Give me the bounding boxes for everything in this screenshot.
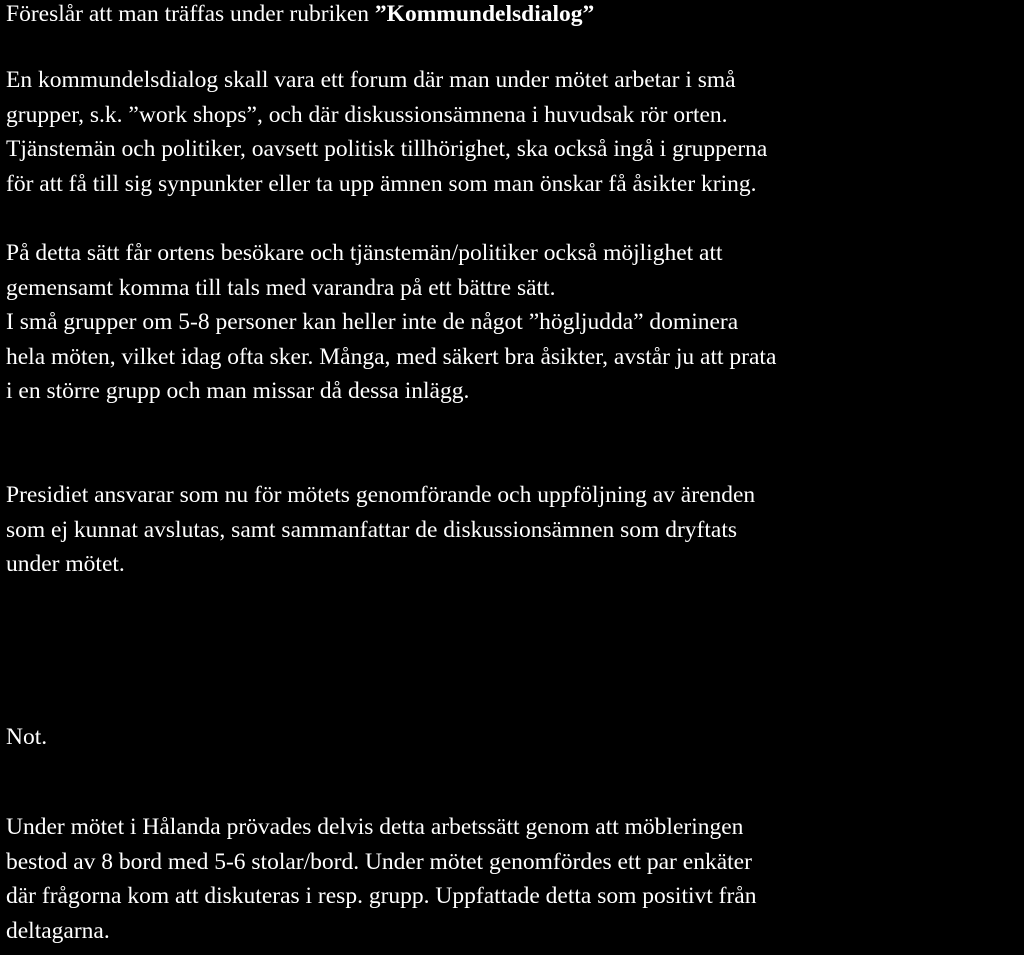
proposal-title: ”Kommundelsdialog” [374,1,595,27]
paragraph-line: En kommundelsdialog skall vara ett forum där man under mötet arbetar i små [6,67,736,93]
paragraph-line: i en större grupp och man missar då dessa inlägg. [6,378,470,404]
note-heading [6,720,1020,755]
paragraph-line: Tjänstemän och politiker, oavsett politisk tillhörighet, ska också ingå i grupperna [6,136,768,162]
paragraph-line: hela möten, vilket idag ofta sker. Många, med säkert bra åsikter, avstår ju att prata [6,343,777,370]
note-heading-text: Not. [6,724,48,750]
paragraph-benefits [6,236,1020,409]
paragraph-presidium [6,478,1020,582]
paragraph-line: På detta sätt får ortens besökare och tjänstemän/politiker också möjlighet att [6,240,723,266]
paragraph-line: som ej kunnat avslutas, samt sammanfattar de diskussionsämnen som dryftats [6,516,737,543]
intro-text: Föreslår att man träffas under rubriken [6,1,375,27]
paragraph-line: Under mötet i Hålanda prövades delvis detta arbetssätt genom att möbleringen [6,814,744,840]
paragraph-line: under mötet. [6,551,125,577]
paragraph-forum-description [6,63,1020,201]
paragraph-line: gemensamt komma till tals med varandra på ett bättre sätt. [6,274,556,301]
paragraph-note [6,810,1020,948]
paragraph-line: bestod av 8 bord med 5-6 stolar/bord. Under mötet genomfördes ett par enkäter [6,848,752,875]
paragraph-line: I små grupper om 5-8 personer kan heller inte de något ”högljudda” dominera [6,309,739,335]
paragraph-line: Presidiet ansvarar som nu för mötets genomförande och uppföljning av ärenden [6,482,756,508]
paragraph-line: grupper, s.k. ”work shops”, och där diskussionsämnena i huvudsak rör orten. [6,101,728,128]
paragraph-line: där frågorna kom att diskuteras i resp. grupp. Uppfattade detta som positivt från [6,883,757,909]
paragraph-line: deltagarna. [6,917,110,944]
paragraph-line: för att få till sig synpunkter eller ta upp ämnen som man önskar få åsikter kring. [6,170,757,197]
intro-line [6,0,1020,32]
